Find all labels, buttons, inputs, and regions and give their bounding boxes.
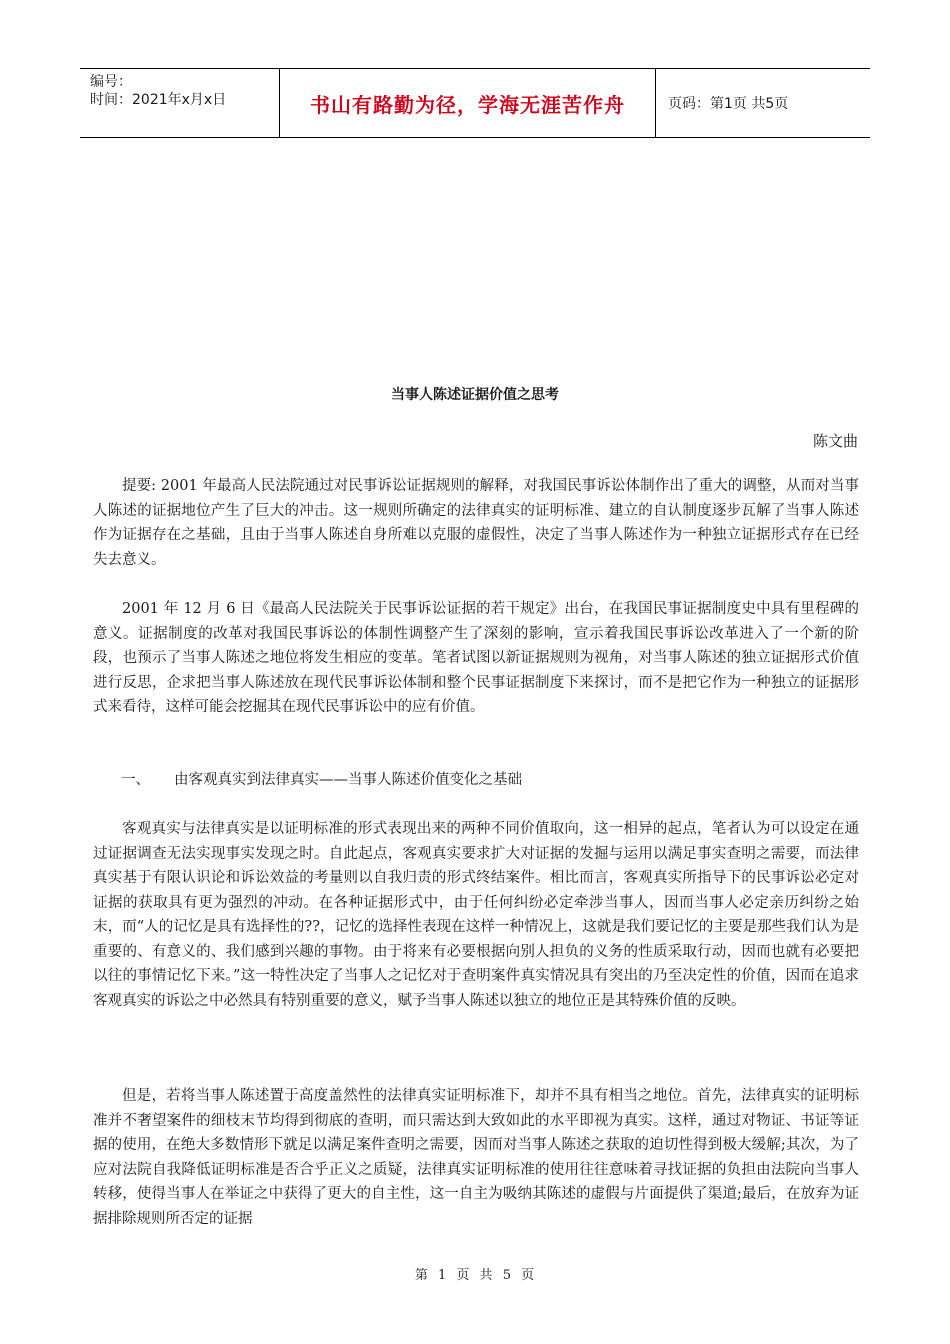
article-title: 当事人陈述证据价值之思考: [391, 387, 559, 403]
article-author: 陈文曲: [812, 432, 858, 450]
number-label: 编号：: [90, 74, 132, 90]
section-title: 由客观真实到法律真实——当事人陈述价值变化之基础: [174, 772, 522, 788]
time-label: 时间：2021年x月x日: [90, 92, 227, 108]
page-info: 页码：第1页 共5页: [668, 96, 789, 112]
header-table: [80, 68, 870, 138]
intro-paragraph: 2001 年 12 月 6 日《最高人民法院关于民事诉讼证据的若干规定》出台，在我国民事证据制度史中具有里程碑的意义。证据制度的改革对我国民事诉讼的体制性调整产生了深刻的影响，宣示着我国民事诉讼改革进入了一个新的阶段，也预示了当事人陈述之地位将发生相应的变革。笔者试图以新证据规则为视角，对当事人陈述的独立证据形式价值进行反思，企求把当事人陈述放在现代民事诉讼体制和整个民事证据制度下来探讨，而不是把它作为一种独立的证据形式来看待，这样可能会挖掘其在现代民事诉讼中的应有价值。: [93, 601, 859, 715]
header-meta: [80, 69, 280, 137]
section-number: 一、: [121, 772, 150, 788]
abstract-paragraph: 提要: 2001 年最高人民法院通过对民事诉讼证据规则的解释，对我国民事诉讼体制作出了重大的调整，从而对当事人陈述的证据地位产生了巨大的冲击。这一规则所确定的法律真实的证明标准、建立的自认制度逐步瓦解了当事人陈述作为证据存在之基础，且由于当事人陈述自身所难以克服的虚假性，决定了当事人陈述作为一种独立证据形式存在已经失去意义。: [93, 478, 859, 568]
motto: 书山有路勤为径，学海无涯苦作舟: [280, 69, 656, 137]
body-paragraph-2: 但是，若将当事人陈述置于高度盖然性的法律真实证明标准下，却并不具有相当之地位。首先，法律真实的证明标准并不奢望案件的细枝末节均得到彻底的查明，而只需达到大致如此的水平即视为真实。这样，通过对物证、书证等证据的使用，在绝大多数情形下就足以满足案件查明之需要，因而对当事人陈述之获取的迫切性得到极大缓解;其次，为了应对法院自我降低证明标准是否合乎正义之质疑，法律真实证明标准的使用往往意味着寻找证据的负担由法院向当事人转移，使得当事人在举证之中获得了更大的自主性，这一自主为吸纳其陈述的虚假与片面提供了渠道;最后，在放弃为证据排除规则所否定的证据: [93, 1088, 859, 1227]
page-footer: 第 1 页 共 5 页: [414, 1268, 536, 1283]
section-heading: [121, 768, 522, 792]
body-paragraph-1: 客观真实与法律真实是以证明标准的形式表现出来的两种不同价值取向，这一相异的起点，笔者认为可以设定在通过证据调查无法实现事实发现之时。自此起点，客观真实要求扩大对证据的发掘与运用以满足事实查明之需要，而法律真实基于有限认识论和诉讼效益的考量则以自我归责的形式终结案件。相比而言，客观真实所指导下的民事诉讼必定对证据的获取具有更为强烈的冲动。在各种证据形式中，由于任何纠纷必定牵涉当事人，因而当事人必定亲历纠纷之始末，而“人的记忆是具有选择性的??，记忆的选择性表现在这样一种情况上，这就是我们要记忆的主要是那些我们认为是重要的、有意义的、我们感到兴趣的事物。由于将来有必要根据向别人担负的义务的性质采取行动，因而也就有必要把以往的事情记忆下来。”这一特性决定了当事人之记忆对于查明案件真实情况具有突出的乃至决定性的价值，因而在追求客观真实的诉讼之中必然具有特别重要的意义，赋予当事人陈述以独立的地位正是其特殊价值的反映。: [93, 821, 859, 1009]
